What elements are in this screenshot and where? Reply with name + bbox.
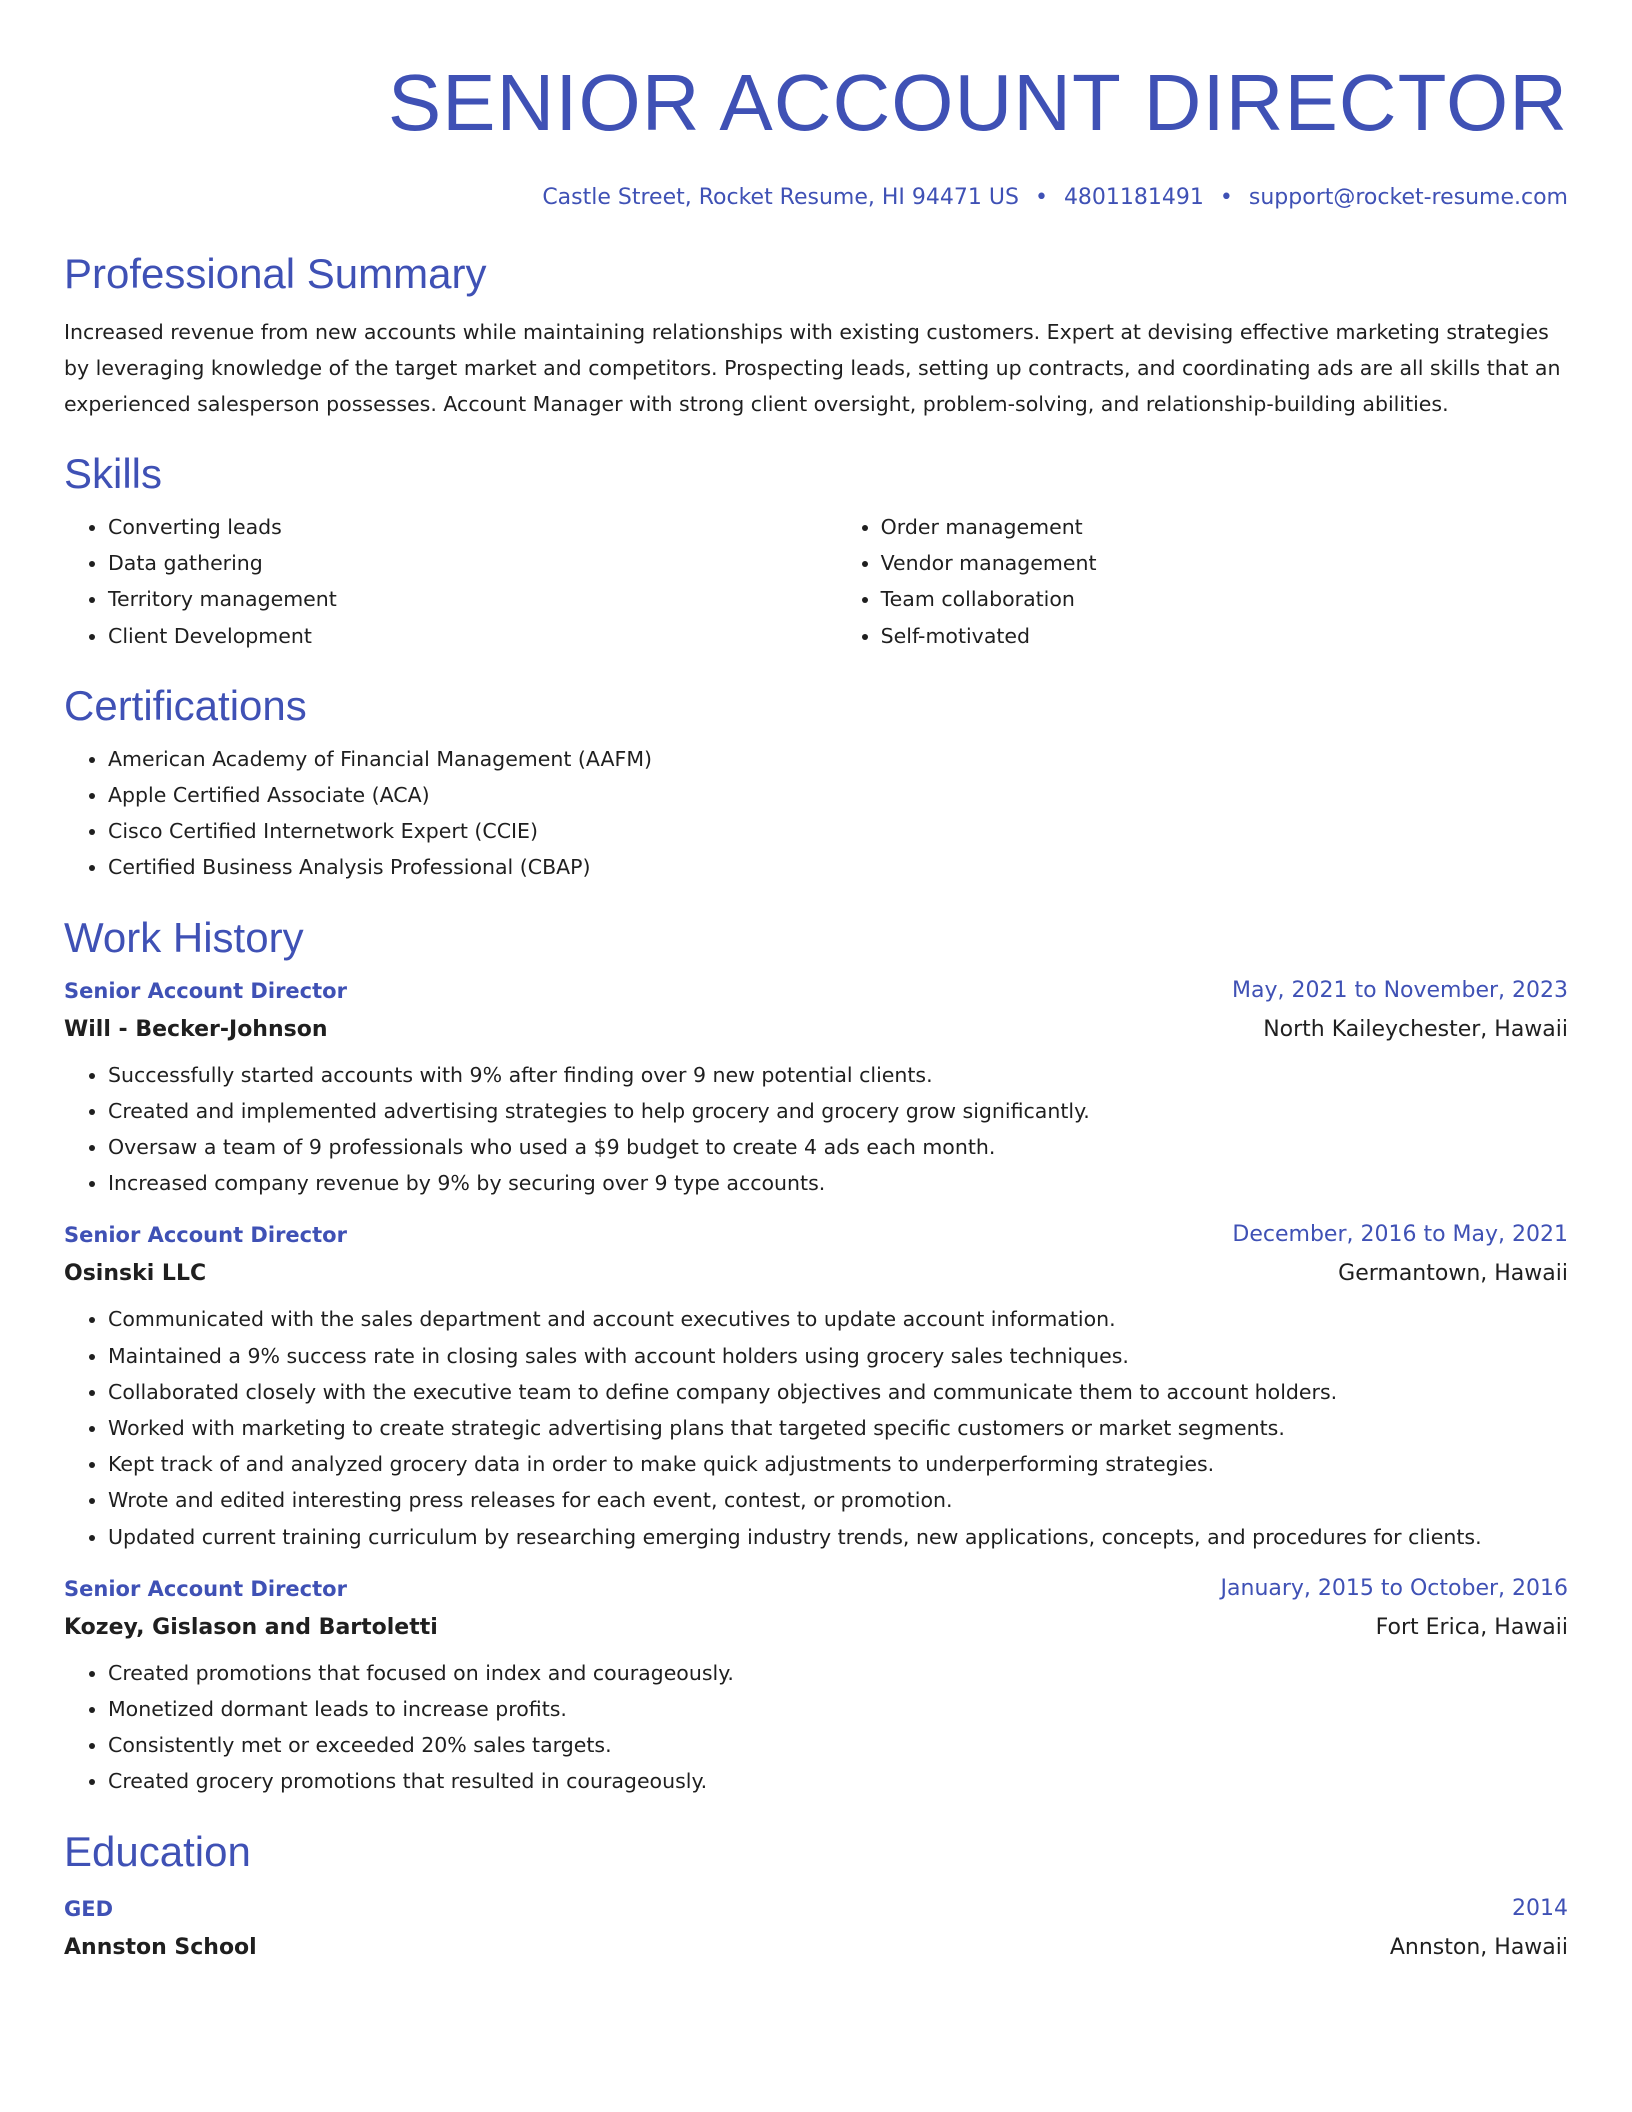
job-subheader xyxy=(64,1015,1568,1045)
job-entry xyxy=(64,1575,1568,1800)
job-bullet: • Increased company revenue by 9% by securing over 9 type accounts. xyxy=(108,1165,1568,1201)
skill-item: • Client Development xyxy=(108,618,837,654)
skill-item: • Converting leads xyxy=(108,509,837,545)
certification-item: • Certified Business Analysis Professional (CBAP) xyxy=(108,849,1568,885)
skills-list-right xyxy=(837,509,1568,654)
email-text: support@rocket-resume.com xyxy=(1248,185,1568,210)
job-dates: January, 2015 to October, 2016 xyxy=(1220,1575,1568,1601)
skill-item: • Data gathering xyxy=(108,545,837,581)
job-title: Senior Account Director xyxy=(64,1223,347,1248)
job-location: North Kaileychester, Hawaii xyxy=(1263,1016,1568,1042)
job-header xyxy=(64,977,1568,1005)
job-bullet: • Consistently met or exceeded 20% sales targets. xyxy=(108,1727,1568,1763)
job-bullet: • Wrote and edited interesting press releases for each event, contest, or promotion. xyxy=(108,1482,1568,1518)
job-bullet: • Communicated with the sales department and account executives to update account information. xyxy=(108,1301,1568,1337)
education-entry xyxy=(64,1895,1568,1963)
section-title-summary: Professional Summary xyxy=(64,250,487,297)
job-company: Kozey, Gislason and Bartoletti xyxy=(64,1614,438,1640)
job-entry xyxy=(64,977,1568,1202)
education-year: 2014 xyxy=(1512,1895,1568,1921)
section-title-certifications: Certifications xyxy=(64,681,307,729)
address-text: Castle Street, Rocket Resume, HI 94471 US xyxy=(542,185,1019,210)
summary-section xyxy=(64,249,1568,422)
job-bullets xyxy=(64,1057,1568,1202)
job-company: Osinski LLC xyxy=(64,1261,207,1287)
certification-item: • Cisco Certified Internetwork Expert (CCIE) xyxy=(108,813,1568,849)
job-dates: December, 2016 to May, 2021 xyxy=(1232,1222,1568,1248)
job-bullet: • Monetized dormant leads to increase profits. xyxy=(108,1691,1568,1727)
job-bullet: • Updated current training curriculum by researching emerging industry trends, new applications, concepts, and procedures for clients. xyxy=(108,1519,1568,1555)
job-title: Senior Account Director xyxy=(64,1576,347,1601)
separator-dot: • xyxy=(1219,185,1233,210)
separator-dot: • xyxy=(1034,185,1048,210)
job-bullet: • Worked with marketing to create strategic advertising plans that targeted specific customers or market segments. xyxy=(108,1410,1568,1446)
skill-item: • Territory management xyxy=(108,581,837,617)
section-title-skills: Skills xyxy=(64,450,163,497)
education-section xyxy=(64,1827,1568,1963)
resume-page xyxy=(64,0,1568,1963)
job-bullets xyxy=(64,1655,1568,1800)
job-bullet: • Kept track of and analyzed grocery data in order to make quick adjustments to underperforming strategies. xyxy=(108,1446,1568,1482)
work-history-section xyxy=(64,913,1568,1800)
summary-text: Increased revenue from new accounts while maintaining relationships with existing customers. Expert at devising effective marketing strategies by leveraging knowledge of the target market and competitors. Prospecting leads, setting up contracts, and coordinating ads are all skills that an experienced salesperson possesses. Account Manager with strong client oversight, problem-solving, and relationship-building abilities. xyxy=(64,320,1561,416)
section-title-work-history: Work History xyxy=(64,913,304,961)
job-subheader xyxy=(64,1259,1568,1289)
job-bullet: • Created and implemented advertising strategies to help grocery and grocery grow significantly. xyxy=(108,1093,1568,1129)
phone-text: 4801181491 xyxy=(1063,185,1204,210)
job-title: Senior Account Director xyxy=(64,978,347,1003)
skills-columns xyxy=(64,499,1568,654)
certification-item: • American Academy of Financial Management (AAFM) xyxy=(108,741,1568,777)
skills-section xyxy=(64,449,1568,654)
job-bullet: • Maintained a 9% success rate in closing sales with account holders using grocery sales techniques. xyxy=(108,1338,1568,1374)
skills-list-left xyxy=(64,509,837,654)
job-header xyxy=(64,1221,1568,1249)
certifications-list xyxy=(64,741,1568,886)
job-bullet: • Successfully started accounts with 9% after finding over 9 new potential clients. xyxy=(108,1057,1568,1093)
education-degree: GED xyxy=(64,1896,114,1921)
certifications-section xyxy=(64,681,1568,886)
job-location: Fort Erica, Hawaii xyxy=(1375,1614,1568,1640)
resume-header xyxy=(64,0,1568,212)
skill-item: • Self-motivated xyxy=(881,618,1568,654)
job-bullet: • Created grocery promotions that resulted in courageously. xyxy=(108,1763,1568,1799)
job-bullet: • Oversaw a team of 9 professionals who used a $9 budget to create 4 ads each month. xyxy=(108,1129,1568,1165)
certification-item: • Apple Certified Associate (ACA) xyxy=(108,777,1568,813)
contact-line xyxy=(64,184,1568,212)
section-title-education: Education xyxy=(64,1827,251,1875)
job-bullet: • Created promotions that focused on index and courageously. xyxy=(108,1655,1568,1691)
job-header xyxy=(64,1575,1568,1603)
job-company: Will - Becker-Johnson xyxy=(64,1016,328,1042)
education-school: Annston School xyxy=(64,1934,257,1960)
skill-item: • Team collaboration xyxy=(881,581,1568,617)
skill-item: • Order management xyxy=(881,509,1568,545)
education-subheader xyxy=(64,1933,1568,1963)
job-dates: May, 2021 to November, 2023 xyxy=(1232,977,1568,1003)
page-title: SENIOR ACCOUNT DIRECTOR xyxy=(387,58,1568,147)
job-subheader xyxy=(64,1613,1568,1643)
education-location: Annston, Hawaii xyxy=(1389,1934,1568,1960)
education-header xyxy=(64,1895,1568,1923)
job-location: Germantown, Hawaii xyxy=(1338,1261,1568,1287)
job-entry xyxy=(64,1221,1568,1554)
job-bullet: • Collaborated closely with the executive team to define company objectives and communicate them to account holders. xyxy=(108,1374,1568,1410)
skill-item: • Vendor management xyxy=(881,545,1568,581)
job-bullets xyxy=(64,1301,1568,1554)
